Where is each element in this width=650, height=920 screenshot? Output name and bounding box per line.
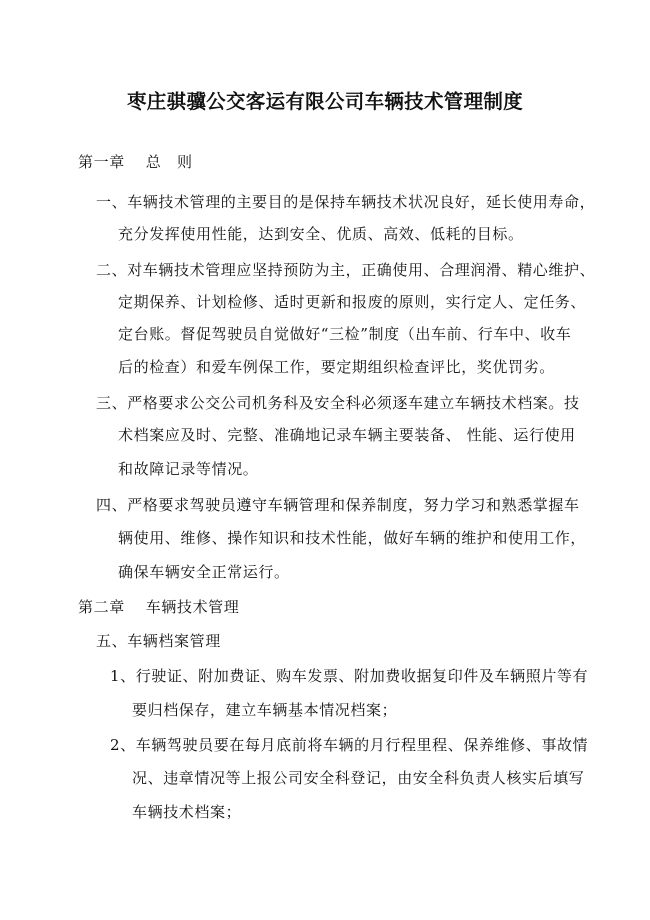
article-2-line-2: 定期保养、计划检修、适时更新和报废的原则，实行定人、定任务、 — [118, 293, 587, 311]
item-2-line-1: 2、车辆驾驶员要在每月底前将车辆的月行程里程、保养维修、事故情 — [110, 736, 589, 754]
chapter-2-heading: 第二章 车辆技术管理 — [78, 598, 240, 616]
item-1-line-1: 1、行驶证、附加费证、购车发票、附加费收据复印件及车辆照片等有 — [110, 667, 589, 685]
article-4-line-2: 辆使用、维修、操作知识和技术性能，做好车辆的维护和使用工作， — [118, 529, 587, 547]
article-1-line-2: 充分发挥使用性能，达到安全、优质、高效、低耗的目标。 — [118, 225, 524, 243]
item-2-line-3: 车辆技术档案； — [132, 803, 242, 821]
article-3-line-3: 和故障记录等情况。 — [118, 460, 259, 478]
article-2-line-3: 定台账。督促驾驶员自觉做好“三检”制度（出车前、行车中、收车 — [118, 325, 572, 343]
article-4-line-3: 确保车辆安全正常运行。 — [118, 563, 290, 581]
article-5-heading: 五、车辆档案管理 — [96, 632, 221, 650]
chapter-1-heading: 第一章 总 则 — [78, 153, 193, 171]
article-2-line-1: 二、对车辆技术管理应坚持预防为主，正确使用、合理润滑、精心维护、 — [96, 261, 596, 279]
article-3-line-1: 三、严格要求公交公司机务科及安全科必须逐车建立车辆技术档案。技 — [96, 394, 580, 412]
article-1-line-1: 一、车辆技术管理的主要目的是保持车辆技术状况良好，延长使用寿命， — [96, 193, 596, 211]
document-title: 枣庄骐骥公交客运有限公司车辆技术管理制度 — [126, 90, 523, 113]
item-1-line-2: 要归档保存，建立车辆基本情况档案； — [132, 701, 398, 719]
article-2-line-4: 后的检查）和爱车例保工作，要定期组织检查评比，奖优罚劣。 — [118, 358, 555, 376]
item-2-line-2: 况、违章情况等上报公司安全科登记，由安全科负责人核实后填写 — [132, 769, 585, 787]
article-4-line-1: 四、严格要求驾驶员遵守车辆管理和保养制度，努力学习和熟悉掌握车 — [96, 496, 580, 514]
article-3-line-2: 术档案应及时、完整、准确地记录车辆主要装备、 性能、运行使用 — [118, 426, 576, 444]
